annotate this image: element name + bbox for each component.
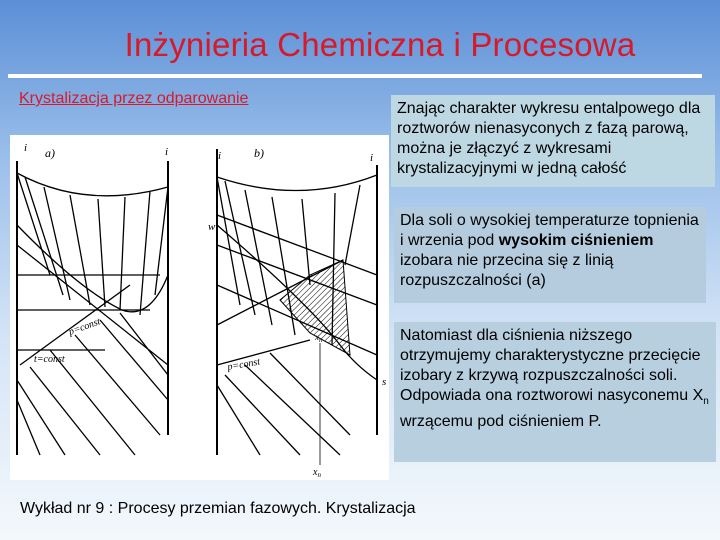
box3-sub: n [703, 396, 709, 408]
box2-text-2: izobara nie przecina się z linią rozpuszczalności (a) [400, 252, 614, 289]
diagram-b-i-left: i [218, 150, 222, 162]
enthalpy-diagram [10, 135, 389, 480]
label-xn-axis: $x_n$ [313, 467, 321, 479]
slide-title: Inżynieria Chemiczna i Procesowa [124, 26, 636, 63]
box2-bold: wysokim ciśnieniem [498, 232, 654, 249]
box3-text-1: Natomiast dla ciśnienia niższego otrzymujemy charakterystyczne przecięcie izobary z krzywą rozpuszczalności soli. Odpowiada ona roztworowi nasyconemu X [400, 327, 704, 404]
title-divider [8, 74, 702, 78]
label-s: s [382, 376, 387, 388]
diagram-b-i-right: i [370, 152, 374, 164]
diagram-a-label: a) [45, 146, 55, 160]
label-xn-inner: $x_n$ [315, 332, 323, 344]
text-box-high-pressure [394, 207, 706, 303]
text-box-low-pressure [394, 322, 716, 462]
label-p-const-b: p=const [226, 356, 261, 373]
diagram-a-i-left: i [24, 142, 28, 154]
diagram-b [217, 149, 377, 465]
text-box-enthalpy: Znając charakter wykresu entalpowego dla roztworów nienasyconych z fazą parową, można je złączyć z wykresami krystalizacyjnymi w jedną całość [391, 95, 715, 187]
box2-text-1: Dla soli o wysokiej temperaturze topnienia i wrzenia pod [400, 212, 699, 249]
diagram-b-label: b) [254, 146, 264, 160]
footer-lecture: Wykład nr 9 : Procesy przemian fazowych. Krystalizacja [20, 500, 416, 517]
label-t-const-a: t=const [34, 354, 65, 365]
diagram-a [17, 161, 168, 455]
box3-text-2: wrzącemu pod ciśnieniem P. [400, 413, 602, 431]
label-w: w [208, 221, 216, 233]
label-p-const-a: p=const [67, 316, 102, 338]
diagram-a-i-right: i [165, 146, 169, 158]
slide-subtitle: Krystalizacja przez odparowanie [19, 90, 249, 107]
